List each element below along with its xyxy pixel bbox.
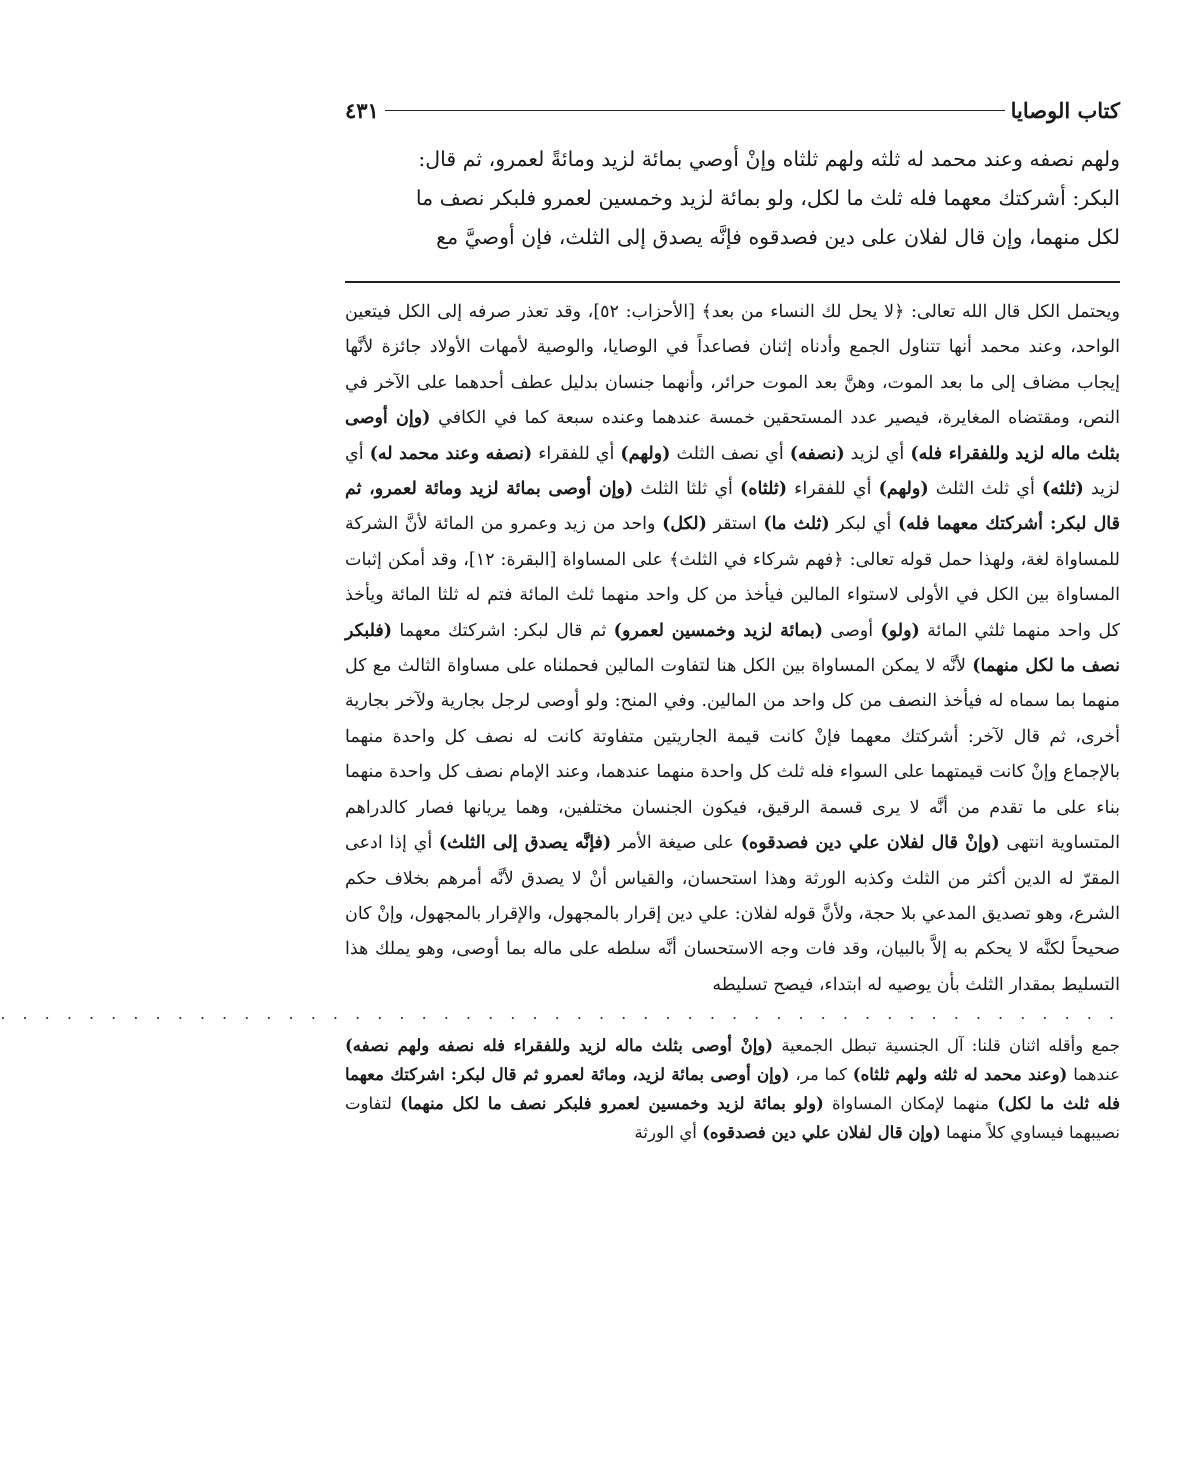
lower-commentary-run: جمع وأقله اثنان قلنا: آل الجنسية تبطل الجمعية: [773, 1036, 1120, 1056]
commentary: [345, 295, 1120, 1003]
lower-commentary-bold-run: (وإن قال لفلان علي دين فصدقوه): [702, 1123, 941, 1143]
page-header: [345, 90, 1120, 130]
chapter-title: كتاب الوصايا: [1010, 97, 1120, 123]
commentary-bold-run: (ثلثاه): [740, 479, 788, 500]
lower-commentary-bold-run: (وعند محمد له ثلثه ولهم ثلثاه): [852, 1065, 1068, 1085]
commentary-run: أي ثلثا الثلث: [633, 479, 741, 500]
main-text-line: البكر: أشركتك معهما فله ثلث ما لكل، ولو بمائة لزيد وخمسين لعمرو فلبكر نصف ما: [415, 186, 1120, 210]
commentary-bold-run: (وإنْ قال لفلان علي دين فصدقوه): [740, 833, 1000, 854]
commentary-bold-run: (ثلث ما): [763, 514, 830, 535]
commentary-run: أي إذا ادعى المقرّ له الدين أكثر من الثلث وكذبه الورثة وهذا استحسان، والقياس أنْ لا يصدق لأنَّه أمرهم بخلاف حكم الشرع، وهو تصديق المدعي بلا حجة، ولأنَّ قوله لفلان: علي دين إقرار بالمجهول، والإقرار بالمجهول، وإنْ كان صحيحاً لكنَّه لا يحكم به إلاَّ بالبيان، وقد فات وجه الاستحسان أنَّه سلطه على ماله بما أوصى، وهو يملك هذا التسليط بمقدار الثلث بأن يوصيه له ابتداء، فيصح تسليطه: [345, 833, 1120, 995]
commentary-run: ويحتمل الكل قال الله تعالى: ﴿لا يحل لك النساء من بعد﴾ [الأحزاب: ٥٢]، وقد تعذر صرفه إلى الكل فيتعين الواحد، وعند محمد أنها تتناول الجمع وأدناه إثنان فصاعداً في الوصايا، والوصية لأمهات الأولاد جائزة لأنَّها إيجاب مضاف إلى ما بعد الموت، وهنَّ بعد الموت حرائر، وأنهما جنسان بدليل عطف أحدهما على الآخر في النص، ومقتضاه المغايرة، فيصير عدد المستحقين خمسة عندهما وعنده سبعة كما في الكافي: [345, 302, 1120, 429]
commentary-bold-run: (نصفه وعند محمد له): [369, 443, 533, 464]
section-separator: [345, 281, 1120, 283]
lower-commentary-run: عندهما: [1067, 1065, 1120, 1085]
commentary-bold-run: (وإن أوصى بمائة لزيد ومائة لعمرو، ثم قال لبكر: أشركتك معهما فله): [345, 479, 1120, 535]
commentary-bold-run: (فلبكر نصف ما لكل منهما): [345, 620, 1120, 677]
main-text-line: ولهم نصفه وعند محمد له ثلثه ولهم ثلثاه وإنْ أوصي بمائة لزيد ومائةً لعمرو، ثم قال:: [418, 147, 1120, 171]
commentary-run: استقر: [706, 514, 764, 535]
commentary-run: أي نصف الثلث: [670, 443, 790, 464]
lower-commentary-paragraph: [345, 1031, 1120, 1147]
lower-commentary-bold-run: (ولو بمائة لزيد وخمسين لعمرو فلبكر نصف ما لكل منهما): [400, 1094, 824, 1114]
lower-commentary-run: لتفاوت نصيبهما فيساوي كلاً منهما: [345, 1094, 1120, 1143]
commentary-run: أي لبكر: [829, 514, 898, 535]
commentary-run: أي لزيد: [345, 443, 1121, 500]
commentary-bold-run: (لكل): [662, 514, 707, 535]
lower-commentary-run: أي الورثة: [634, 1123, 703, 1143]
commentary-run: أي ثلث الثلث: [928, 479, 1042, 500]
commentary-run: ثم قال لبكر: اشركتك معهما: [392, 620, 614, 641]
commentary-run: أي للفقراء: [532, 443, 621, 464]
lower-commentary-run: منهما لإمكان المساواة: [823, 1094, 998, 1114]
commentary-run: على صيغة الأمر: [611, 833, 741, 854]
commentary-run: أوصى: [823, 620, 881, 641]
commentary-bold-run: (نصفه): [789, 443, 845, 464]
commentary-bold-run: (وإن أوصى بثلث ماله لزيد وللفقراء فله): [345, 408, 1120, 464]
main-text: [345, 140, 1120, 257]
commentary-run: أي للفقراء: [787, 479, 879, 500]
commentary-bold-run: (فإنَّه يصدق إلى الثلث): [438, 833, 612, 854]
commentary-run: لأنَّه لا يمكن المساواة بين الكل هنا لتفاوت المالين فحملناه على مساواة الثالث مع كل منهما بما سماه له فيأخذ النصف من كل واحد من المالين. وفي المنح: ولو أوصى لرجل بجارية ولآخر بجارية أخرى، ثم قال لآخر: أشركتك معهما فإنْ كانت قيمة الجاريتين متفاوتة كانت له نصف كل واحدة منهما بالإجماع وإنْ كانت قيمتهما على السواء فله ثلث كل واحدة منهما عندهما، وعند الإمام نصف كل واحدة منهما بناء على ما تقدم من أنَّه لا يرى قسمة الرقيق، فيكون الجنسان مختلفين، وهما يريانها فصار كالدراهم المتساوية انتهى: [345, 656, 1121, 854]
lower-commentary: [345, 1031, 1120, 1147]
main-text-line: لكل منهما، وإن قال لفلان على دين فصدقوه فإنَّه يصدق إلى الثلث، فإن أوصيَّ مع: [436, 225, 1120, 249]
commentary-run: أي لزيد: [844, 443, 911, 464]
commentary-run: واحد من زيد وعمرو من المائة لأنَّ الشركة للمساواة لغة، ولهذا حمل قوله تعالى: ﴿فهم شركاء في الثلث﴾ على المساواة [البقرة: ١٢]، وقد أمكن إثبات المساواة بين الكل في الأولى لاستواء المالين فيأخذ من كل واحد منهما ثلث المائة فتم له ثلثا المائة ويأخذ كل واحد منهما ثلثي المائة: [345, 514, 1120, 641]
commentary-paragraph: [345, 295, 1120, 1003]
commentary-bold-run: (ولو): [880, 620, 920, 641]
header-rule: [385, 110, 1005, 111]
commentary-bold-run: (ولهم): [878, 479, 929, 500]
commentary-bold-run: (بمائة لزيد وخمسين لعمرو): [613, 620, 824, 641]
dotted-separator: . . . . . . . . . . . . . . . . . . . . . . . . . . . . . . . . . . . . . . . . . . . . . . . . . . .: [0, 1004, 1120, 1024]
lower-commentary-bold-run: (وإنْ أوصى بثلث ماله لزيد وللفقراء فله نصفه ولهم نصفه): [345, 1036, 774, 1056]
book-page: [0, 90, 1121, 1147]
lower-commentary-bold-run: (وإن أوصى بمائة لزيد، ومائة لعمرو ثم قال لبكر: اشركتك معهما فله ثلث ما لكل): [345, 1065, 1120, 1114]
commentary-bold-run: (ثلثه): [1041, 479, 1084, 500]
page-number: ٤٣١: [345, 97, 379, 123]
commentary-bold-run: (ولهم): [620, 443, 671, 464]
lower-commentary-run: كما مر،: [789, 1065, 853, 1085]
